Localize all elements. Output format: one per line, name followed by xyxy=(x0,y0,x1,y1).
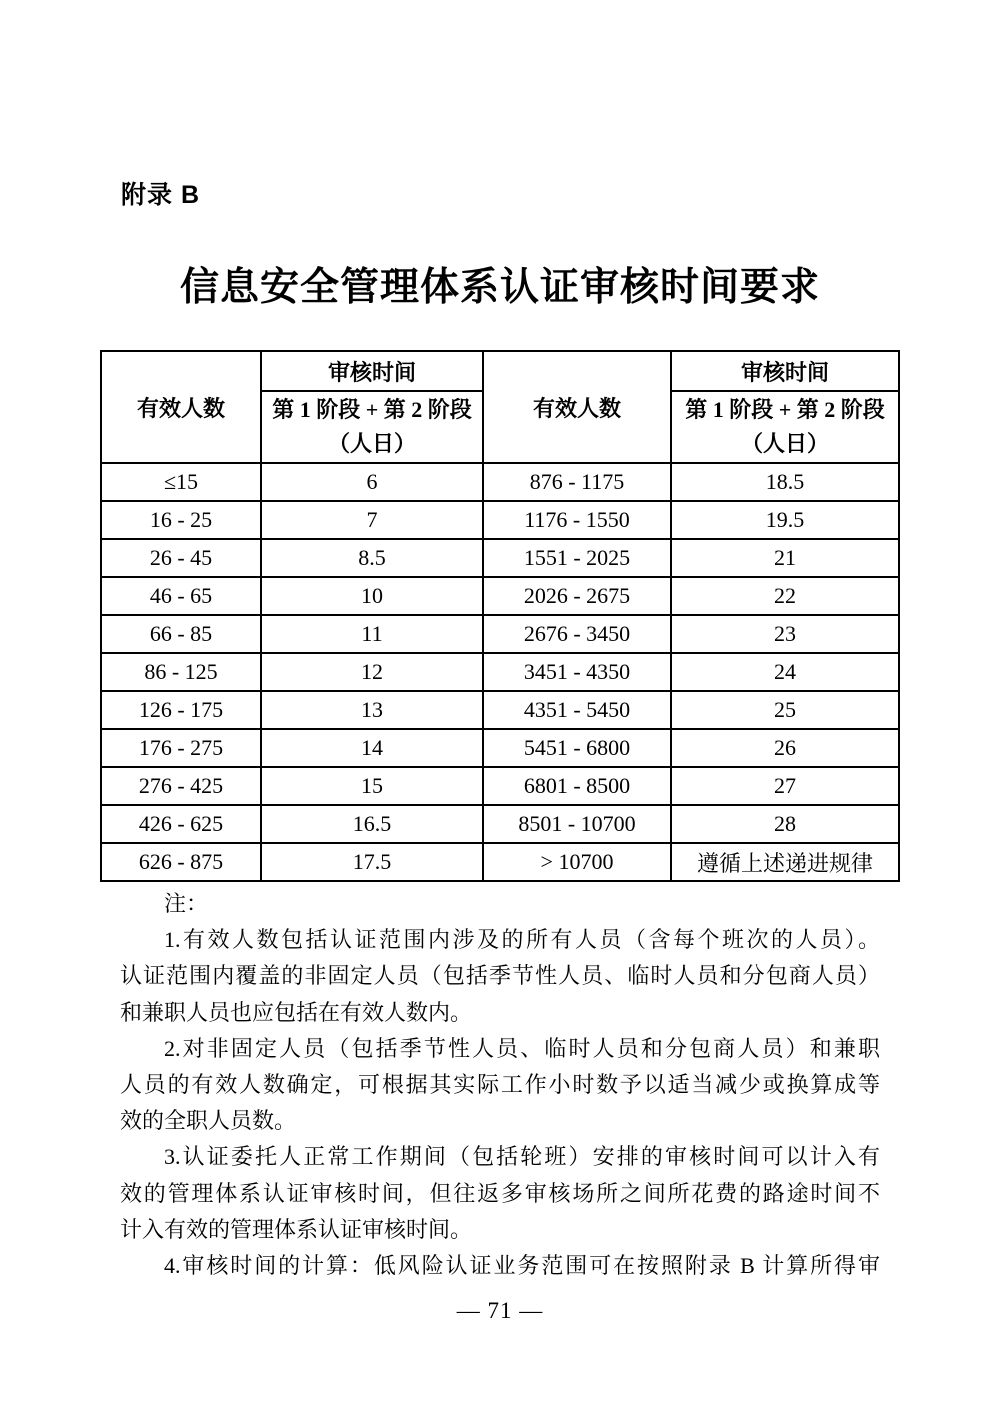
table-row xyxy=(101,615,899,653)
cell-audit-days: 14 xyxy=(261,729,483,767)
notes-section xyxy=(120,886,880,1284)
cell-audit-days: 15 xyxy=(261,767,483,805)
cell-people-range: 1176 - 1550 xyxy=(483,501,671,539)
notes-label: 注： xyxy=(164,891,209,916)
appendix-label: 附录 B xyxy=(121,181,201,209)
cell-people-range: 4351 - 5450 xyxy=(483,691,671,729)
note-1-line3: 和兼职人员也应包括在有效人数内。 xyxy=(120,999,473,1025)
cell-people-range: 3451 - 4350 xyxy=(483,653,671,691)
cell-people-range: 626 - 875 xyxy=(101,843,261,881)
page-number: — 71 — xyxy=(456,1298,544,1323)
cell-audit-days: 遵循上述递进规律 xyxy=(671,843,899,881)
cell-audit-days: 13 xyxy=(261,691,483,729)
cell-people-range: 426 - 625 xyxy=(101,805,261,843)
table-row xyxy=(101,539,899,577)
cell-audit-days: 23 xyxy=(671,615,899,653)
cell-audit-days: 8.5 xyxy=(261,539,483,577)
cell-people-range: 2676 - 3450 xyxy=(483,615,671,653)
table-body xyxy=(101,463,899,881)
cell-people-range: 126 - 175 xyxy=(101,691,261,729)
page-title: 信息安全管理体系认证审核时间要求 xyxy=(179,266,820,309)
header-stage-left-line1: 第 1 阶段 + 第 2 阶段 xyxy=(272,397,472,422)
cell-audit-days: 27 xyxy=(671,767,899,805)
table-row xyxy=(101,805,899,843)
cell-audit-days: 17.5 xyxy=(261,843,483,881)
cell-people-range: ≤15 xyxy=(101,463,261,501)
cell-people-range: 16 - 25 xyxy=(101,501,261,539)
cell-audit-days: 11 xyxy=(261,615,483,653)
note-1-line1: 1.有效人数包括认证范围内涉及的所有人员（含每个班次的人员）。 xyxy=(164,927,880,953)
note-4-line1: 4.审核时间的计算：低风险认证业务范围可在按照附录 B 计算所得审 xyxy=(164,1253,880,1279)
cell-audit-days: 19.5 xyxy=(671,501,899,539)
cell-people-range: 8501 - 10700 xyxy=(483,805,671,843)
table-row xyxy=(101,653,899,691)
header-stage-right-line2: （人日） xyxy=(740,431,829,456)
header-stage-right-line1: 第 1 阶段 + 第 2 阶段 xyxy=(685,397,885,422)
table-row xyxy=(101,577,899,615)
cell-audit-days: 25 xyxy=(671,691,899,729)
cell-people-range: 6801 - 8500 xyxy=(483,767,671,805)
note-3-line1: 3.认证委托人正常工作期间（包括轮班）安排的审核时间可以计入有 xyxy=(164,1144,880,1170)
cell-audit-days: 26 xyxy=(671,729,899,767)
cell-audit-days: 12 xyxy=(261,653,483,691)
note-2-line2: 人员的有效人数确定，可根据其实际工作小时数予以适当减少或换算成等 xyxy=(120,1072,880,1098)
table-row xyxy=(101,691,899,729)
cell-audit-days: 18.5 xyxy=(671,463,899,501)
table-row xyxy=(101,729,899,767)
table-row xyxy=(101,843,899,881)
cell-audit-days: 16.5 xyxy=(261,805,483,843)
header-stage-right xyxy=(671,391,899,463)
note-2-line3: 效的全职人员数。 xyxy=(120,1108,297,1134)
cell-people-range: > 10700 xyxy=(483,843,671,881)
cell-audit-days: 24 xyxy=(671,653,899,691)
cell-audit-days: 22 xyxy=(671,577,899,615)
cell-people-range: 5451 - 6800 xyxy=(483,729,671,767)
cell-people-range: 1551 - 2025 xyxy=(483,539,671,577)
cell-audit-days: 10 xyxy=(261,577,483,615)
header-audit-time-left: 审核时间 xyxy=(261,351,483,391)
table-row xyxy=(101,767,899,805)
cell-people-range: 176 - 275 xyxy=(101,729,261,767)
audit-time-table xyxy=(100,350,900,882)
cell-people-range: 46 - 65 xyxy=(101,577,261,615)
note-2-line1: 2.对非固定人员（包括季节性人员、临时人员和分包商人员）和兼职 xyxy=(164,1035,880,1061)
cell-people-range: 86 - 125 xyxy=(101,653,261,691)
table-row xyxy=(101,501,899,539)
header-effective-people-left: 有效人数 xyxy=(101,351,261,463)
cell-people-range: 2026 - 2675 xyxy=(483,577,671,615)
note-1-line2: 认证范围内覆盖的非固定人员（包括季节性人员、临时人员和分包商人员） xyxy=(120,963,880,989)
cell-audit-days: 28 xyxy=(671,805,899,843)
note-3-line3: 计入有效的管理体系认证审核时间。 xyxy=(120,1216,473,1242)
cell-people-range: 876 - 1175 xyxy=(483,463,671,501)
header-stage-left-line2: （人日） xyxy=(327,431,416,456)
cell-audit-days: 6 xyxy=(261,463,483,501)
table-header xyxy=(101,351,899,463)
cell-people-range: 26 - 45 xyxy=(101,539,261,577)
cell-people-range: 66 - 85 xyxy=(101,615,261,653)
cell-people-range: 276 - 425 xyxy=(101,767,261,805)
header-audit-time-right: 审核时间 xyxy=(671,351,899,391)
cell-audit-days: 21 xyxy=(671,539,899,577)
note-3-line2: 效的管理体系认证审核时间，但往返多审核场所之间所花费的路途时间不 xyxy=(120,1180,880,1206)
header-effective-people-right: 有效人数 xyxy=(483,351,671,463)
table-row xyxy=(101,463,899,501)
cell-audit-days: 7 xyxy=(261,501,483,539)
header-stage-left xyxy=(261,391,483,463)
